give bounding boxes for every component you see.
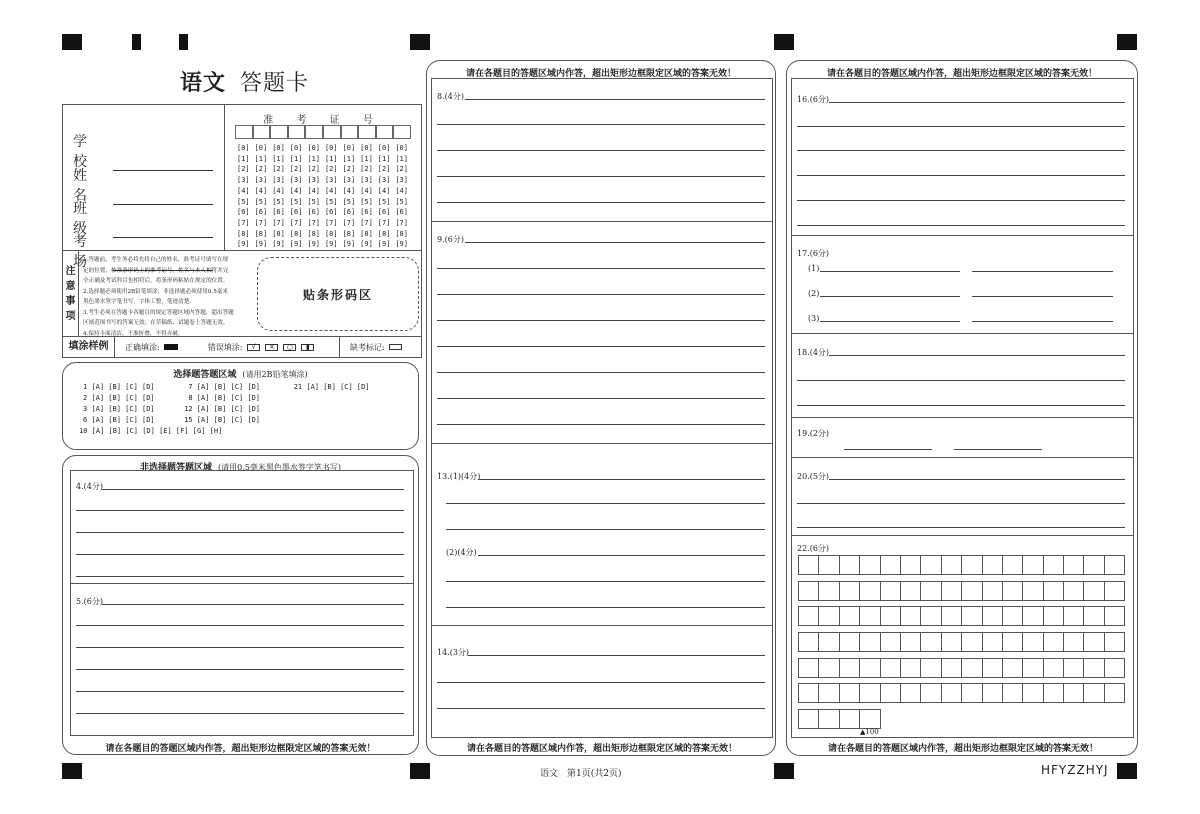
admission-digit-bubble[interactable]: [6] — [289, 208, 303, 217]
admission-digit-bubble[interactable]: [1] — [289, 154, 303, 163]
admission-digit-bubble[interactable]: [0] — [307, 144, 321, 152]
admission-digit-bubble[interactable]: [4] — [395, 186, 408, 195]
composition-cell[interactable] — [1063, 606, 1084, 626]
admission-digit-bubble[interactable]: [6] — [377, 208, 391, 217]
admission-digit-column[interactable] — [395, 143, 413, 250]
composition-cell[interactable] — [900, 581, 921, 601]
fill-example-title: 填涂样例 — [63, 337, 115, 357]
admission-digit-bubble[interactable]: [4] — [360, 186, 373, 195]
admission-digit-bubble[interactable]: [8] — [342, 229, 356, 238]
admission-digit-bubble[interactable]: [0] — [237, 144, 250, 152]
admission-digit-column[interactable] — [307, 143, 325, 250]
admission-digit-bubble[interactable]: [6] — [395, 208, 408, 217]
admission-digit-bubble[interactable]: [8] — [237, 229, 250, 238]
admission-digit-bubble[interactable]: [5] — [272, 197, 285, 206]
admission-digit-bubble[interactable]: [3] — [254, 176, 268, 185]
card-code: HFYZZHYJ — [1041, 763, 1109, 777]
admission-digit-bubble[interactable]: [9] — [289, 240, 303, 249]
name-field[interactable]: 姓 名 — [73, 165, 213, 205]
absent-mark: 缺考标记: — [339, 337, 402, 357]
admission-digit-bubble[interactable]: [8] — [324, 229, 338, 238]
admission-number-boxes[interactable] — [235, 125, 411, 139]
position-mark — [774, 763, 794, 779]
composition-cell[interactable] — [880, 555, 901, 575]
admission-digit-bubble[interactable]: [3] — [289, 176, 303, 185]
composition-cell[interactable] — [1083, 658, 1104, 678]
admission-digit-column[interactable] — [378, 143, 396, 250]
composition-cell[interactable] — [859, 632, 880, 652]
admission-digit-bubble[interactable]: [0] — [272, 144, 285, 152]
composition-cell[interactable] — [982, 606, 1003, 626]
admission-digit-bubble[interactable]: [3] — [377, 176, 391, 185]
admission-digit-bubble[interactable]: [4] — [342, 186, 356, 195]
position-mark — [410, 34, 430, 50]
composition-cell[interactable] — [941, 658, 962, 678]
admission-digit-bubble[interactable]: [4] — [307, 186, 321, 195]
card-title — [180, 66, 309, 97]
admission-digit-bubble[interactable]: [0] — [377, 144, 391, 152]
admission-digit-bubble[interactable]: [8] — [254, 229, 268, 238]
column-3-warning-bottom: 请在各题目的答题区域内作答，超出矩形边框限定区域的答案无效！ — [827, 744, 1098, 754]
composition-cell[interactable] — [1002, 658, 1023, 678]
correct-fill-example: 正确填涂: — [125, 342, 178, 353]
admission-digit-bubble[interactable]: [4] — [289, 186, 303, 195]
composition-cell[interactable] — [920, 658, 941, 678]
composition-cell[interactable] — [1022, 658, 1043, 678]
composition-cell[interactable] — [1002, 683, 1023, 703]
composition-cell[interactable] — [798, 632, 819, 652]
admission-digit-bubble[interactable]: [7] — [395, 218, 408, 227]
admission-digit-bubble[interactable]: [1] — [254, 154, 268, 163]
composition-cell[interactable] — [941, 632, 962, 652]
wrong-fill-example: 错误填涂: √ × ○ ▮ — [208, 342, 315, 353]
composition-cell[interactable] — [961, 581, 982, 601]
composition-cell[interactable] — [900, 658, 921, 678]
admission-digit-bubble[interactable]: [8] — [307, 229, 321, 238]
admission-digit-bubble[interactable]: [4] — [254, 186, 268, 195]
composition-cell[interactable] — [900, 632, 921, 652]
admission-digit-bubble[interactable]: [4] — [377, 186, 391, 195]
composition-cell[interactable] — [859, 581, 880, 601]
composition-cell[interactable] — [1083, 555, 1104, 575]
question-22-label: 22.(6分) — [797, 544, 830, 553]
choice-row[interactable]: 1 [A] [B] [C] [D] 7 [A] [B] [C] [D] 21 [A] [B] [C] [D] — [83, 383, 370, 391]
composition-cell[interactable] — [1104, 683, 1125, 703]
admission-digit-bubble[interactable]: [7] — [254, 218, 268, 227]
composition-cell[interactable] — [880, 606, 901, 626]
admission-digit-bubble[interactable]: [8] — [395, 229, 408, 238]
choice-row[interactable]: 3 [A] [B] [C] [D] 12 [A] [B] [C] [D] — [83, 405, 261, 413]
composition-cell[interactable] — [798, 658, 819, 678]
choice-title: 选择题答题区域 (请用2B铅笔填涂) — [173, 370, 308, 380]
composition-cell[interactable] — [859, 555, 880, 575]
composition-cell[interactable] — [839, 683, 860, 703]
composition-cell[interactable] — [1083, 606, 1104, 626]
card-label: 答题卡 — [240, 71, 310, 96]
admission-digit-bubble[interactable]: [6] — [360, 208, 373, 217]
composition-cell[interactable] — [1043, 606, 1064, 626]
question-19-label: 19.(2分) — [797, 429, 830, 438]
notes-heading: 注 意 事 项 — [63, 251, 79, 337]
position-mark — [1117, 763, 1137, 779]
fill-example-row — [63, 337, 421, 357]
composition-cell[interactable] — [798, 683, 819, 703]
composition-cell[interactable] — [818, 683, 839, 703]
admission-digit-bubble[interactable]: [2] — [395, 165, 408, 174]
composition-cell[interactable] — [1022, 632, 1043, 652]
question-4-label: 4.(4分) — [76, 482, 103, 491]
admission-digit-column[interactable] — [255, 143, 273, 250]
composition-cell[interactable] — [1104, 658, 1125, 678]
admission-digit-bubble[interactable]: [6] — [324, 208, 338, 217]
admission-digit-bubble[interactable]: [4] — [272, 186, 285, 195]
subject-title: 语文 — [180, 70, 227, 96]
composition-cell[interactable] — [1063, 683, 1084, 703]
column-2-warning-bottom: 请在各题目的答题区域内作答，超出矩形边框限定区域的答案无效！ — [466, 744, 737, 754]
admission-digit-bubble[interactable]: [5] — [324, 197, 338, 206]
admission-digit-bubble[interactable]: [2] — [272, 165, 285, 174]
composition-cell[interactable] — [1043, 555, 1064, 575]
composition-cell[interactable] — [961, 606, 982, 626]
admission-digit-column[interactable] — [360, 143, 378, 250]
admission-digit-bubble[interactable]: [7] — [307, 218, 321, 227]
composition-cell[interactable] — [859, 709, 880, 729]
composition-cell[interactable] — [961, 683, 982, 703]
composition-cell[interactable] — [839, 581, 860, 601]
composition-cell[interactable] — [920, 632, 941, 652]
composition-cell[interactable] — [1063, 581, 1084, 601]
composition-cell[interactable] — [818, 581, 839, 601]
admission-digit-bubble[interactable]: [0] — [324, 144, 338, 152]
admission-digit-bubble[interactable]: [5] — [360, 197, 373, 206]
admission-digit-bubble[interactable]: [2] — [342, 165, 356, 174]
cross-mark-icon: × — [265, 344, 278, 351]
position-mark — [62, 763, 82, 779]
column-1-warning: 请在各题目的答题区域内作答，超出矩形边框限定区域的答案无效！ — [105, 744, 376, 754]
admission-digit-bubble[interactable]: [9] — [360, 240, 373, 249]
composition-cell[interactable] — [1043, 683, 1064, 703]
column-2-frame — [431, 78, 773, 738]
composition-cell[interactable] — [818, 555, 839, 575]
composition-cell[interactable] — [1043, 658, 1064, 678]
admission-digit-column[interactable] — [237, 143, 255, 250]
composition-cell[interactable] — [859, 606, 880, 626]
composition-cell[interactable] — [798, 709, 819, 729]
school-field[interactable]: 学 校 — [73, 131, 213, 171]
question-14-label: 14.(3分) — [437, 648, 470, 657]
composition-cell[interactable] — [982, 581, 1003, 601]
composition-cell[interactable] — [839, 709, 860, 729]
composition-cell[interactable] — [1043, 581, 1064, 601]
admission-digit-bubble[interactable]: [2] — [237, 165, 250, 174]
question-13-2-label: (2)(4分) — [446, 548, 477, 557]
question-9-label: 9.(6分) — [437, 235, 464, 244]
admission-digit-bubble[interactable]: [1] — [360, 154, 373, 163]
admission-digit-bubble[interactable]: [7] — [377, 218, 391, 227]
notes-text: 1.答题前，考生务必将先将自己的姓名，准考证号填写在规 定的位置，核准条形码上的准考证号，姓名与本人相符并完 全正确及考试科目也相符后，将条形码粘贴在规定的位置。 2.选择题必须使用2B铅笔填涂；非选择题必须使用0.5毫米 黑色墨水签字笔书写，字体工整，笔迹清楚。 3.考生必须在答题卡各题目的规定答题区域内答题，超出答题 区域范围书写的答案无效；在草稿纸、试题卷上答题无效。 4.保持卡面清洁，不准折叠，不得弄破。 — [83, 257, 234, 337]
composition-cell[interactable] — [920, 555, 941, 575]
admission-digit-bubble[interactable]: [5] — [307, 197, 321, 206]
exam-room-field[interactable]: 考 场 — [73, 231, 213, 271]
composition-cell[interactable] — [1083, 581, 1104, 601]
admission-digit-bubble[interactable]: [3] — [307, 176, 321, 185]
admission-digit-bubble[interactable]: [3] — [272, 176, 285, 185]
column-2-warning-top: 请在各题目的答题区域内作答，超出矩形边框限定区域的答案无效！ — [465, 69, 736, 79]
composition-cell[interactable] — [839, 658, 860, 678]
composition-cell[interactable] — [839, 632, 860, 652]
composition-cell[interactable] — [1002, 606, 1023, 626]
admission-digit-bubble[interactable]: [8] — [360, 229, 373, 238]
composition-cell[interactable] — [982, 658, 1003, 678]
admission-digit-bubble[interactable]: [0] — [254, 144, 268, 152]
question-18-label: 18.(4分) — [797, 348, 830, 357]
composition-cell[interactable] — [941, 606, 962, 626]
admission-digit-column[interactable] — [343, 143, 361, 250]
composition-cell[interactable] — [798, 555, 819, 575]
composition-cell[interactable] — [880, 581, 901, 601]
composition-cell[interactable] — [1104, 581, 1125, 601]
student-fields — [63, 105, 225, 270]
admission-digit-bubble[interactable]: [7] — [324, 218, 338, 227]
composition-cell[interactable] — [818, 709, 839, 729]
admission-digit-bubble[interactable]: [6] — [342, 208, 356, 217]
composition-cell[interactable] — [961, 555, 982, 575]
composition-cell[interactable] — [1022, 683, 1043, 703]
admission-digit-column[interactable] — [290, 143, 308, 250]
choice-row[interactable]: 2 [A] [B] [C] [D] 8 [A] [B] [C] [D] — [83, 394, 261, 402]
partial-fill-icon: ▮ — [301, 344, 314, 351]
composition-cell[interactable] — [1002, 555, 1023, 575]
admission-digit-bubble[interactable]: [0] — [342, 144, 356, 152]
admission-digit-bubble[interactable]: [1] — [324, 154, 338, 163]
question-8-label: 8.(4分) — [437, 92, 464, 101]
admission-digit-bubble[interactable]: [8] — [272, 229, 285, 238]
composition-cell[interactable] — [818, 632, 839, 652]
check-mark-icon: √ — [247, 344, 260, 351]
position-mark — [410, 763, 430, 779]
admission-digit-bubble[interactable]: [9] — [342, 240, 356, 249]
composition-cell[interactable] — [1104, 606, 1125, 626]
composition-cell[interactable] — [1083, 632, 1104, 652]
admission-digit-bubble[interactable]: [4] — [237, 186, 250, 195]
composition-cell[interactable] — [900, 683, 921, 703]
admission-digit-bubble[interactable]: [7] — [360, 218, 373, 227]
admission-digit-bubble[interactable]: [5] — [289, 197, 303, 206]
admission-digit-bubble[interactable]: [3] — [237, 176, 250, 185]
composition-cell[interactable] — [1104, 555, 1125, 575]
admission-digit-column[interactable] — [272, 143, 290, 250]
composition-cell[interactable] — [920, 683, 941, 703]
admission-digit-bubble[interactable]: [8] — [289, 229, 303, 238]
barcode-area: 贴条形码区 — [257, 257, 419, 331]
admission-number-title: 准 考 证 号 — [263, 115, 383, 126]
admission-number-area — [225, 105, 421, 251]
admission-digit-bubble[interactable]: [2] — [324, 165, 338, 174]
admission-digit-grid[interactable] — [237, 143, 413, 250]
question-17-label: 17.(6分) — [797, 249, 830, 258]
admission-digit-bubble[interactable]: [6] — [307, 208, 321, 217]
admission-digit-bubble[interactable]: [9] — [307, 240, 321, 249]
composition-cell[interactable] — [982, 632, 1003, 652]
choice-row[interactable]: 10 [A] [B] [C] [D] [E] [F] [G] [H] — [79, 427, 223, 435]
composition-cell[interactable] — [818, 606, 839, 626]
admission-digit-bubble[interactable]: [5] — [342, 197, 356, 206]
admission-digit-bubble[interactable]: [9] — [324, 240, 338, 249]
composition-cell[interactable] — [982, 683, 1003, 703]
composition-cell[interactable] — [839, 555, 860, 575]
admission-digit-bubble[interactable]: [6] — [254, 208, 268, 217]
circle-mark-icon: ○ — [283, 344, 296, 351]
choice-section — [62, 362, 419, 450]
word-count-mark: ▲100 — [860, 728, 879, 736]
position-mark — [774, 34, 794, 50]
admission-digit-bubble[interactable]: [3] — [395, 176, 408, 185]
position-mark — [179, 34, 188, 50]
admission-digit-bubble[interactable]: [7] — [237, 218, 250, 227]
composition-cell[interactable] — [880, 683, 901, 703]
admission-digit-bubble[interactable]: [1] — [377, 154, 391, 163]
question-13-1-label: 13.(1)(4分) — [437, 472, 481, 481]
admission-digit-bubble[interactable]: [7] — [289, 218, 303, 227]
admission-digit-bubble[interactable]: [6] — [237, 208, 250, 217]
admission-digit-bubble[interactable]: [1] — [237, 154, 250, 163]
composition-cell[interactable] — [839, 606, 860, 626]
composition-cell[interactable] — [859, 658, 880, 678]
student-info-box — [62, 104, 422, 358]
admission-digit-bubble[interactable]: [9] — [377, 240, 391, 249]
admission-digit-bubble[interactable]: [6] — [272, 208, 285, 217]
composition-cell[interactable] — [1063, 658, 1084, 678]
composition-cell[interactable] — [982, 555, 1003, 575]
position-mark — [1117, 34, 1137, 50]
admission-digit-bubble[interactable]: [0] — [289, 144, 303, 152]
composition-cell[interactable] — [1022, 581, 1043, 601]
composition-cell[interactable] — [961, 658, 982, 678]
admission-digit-bubble[interactable]: [9] — [254, 240, 268, 249]
admission-digit-bubble[interactable]: [2] — [360, 165, 373, 174]
admission-digit-bubble[interactable]: [2] — [377, 165, 391, 174]
admission-digit-bubble[interactable]: [9] — [237, 240, 250, 249]
admission-digit-bubble[interactable]: [3] — [360, 176, 373, 185]
admission-digit-bubble[interactable]: [5] — [377, 197, 391, 206]
composition-cell[interactable] — [900, 555, 921, 575]
composition-cell[interactable] — [920, 606, 941, 626]
admission-digit-bubble[interactable]: [9] — [395, 240, 408, 249]
admission-digit-bubble[interactable]: [3] — [324, 176, 338, 185]
admission-digit-bubble[interactable]: [4] — [324, 186, 338, 195]
question-20-label: 20.(5分) — [797, 472, 830, 481]
composition-cell[interactable] — [961, 632, 982, 652]
admission-digit-bubble[interactable]: [1] — [307, 154, 321, 163]
admission-digit-bubble[interactable]: [3] — [342, 176, 356, 185]
question-5-label: 5.(6分) — [76, 597, 103, 606]
composition-cell[interactable] — [1063, 555, 1084, 575]
admission-digit-column[interactable] — [325, 143, 343, 250]
composition-cell[interactable] — [900, 606, 921, 626]
composition-cell[interactable] — [941, 581, 962, 601]
composition-cell[interactable] — [941, 555, 962, 575]
admission-digit-bubble[interactable]: [9] — [272, 240, 285, 249]
composition-cell[interactable] — [920, 581, 941, 601]
choice-row[interactable]: 6 [A] [B] [C] [D] 15 [A] [B] [C] [D] — [83, 416, 261, 424]
admission-digit-bubble[interactable]: [2] — [289, 165, 303, 174]
composition-cell[interactable] — [1002, 581, 1023, 601]
admission-digit-bubble[interactable]: [8] — [377, 229, 391, 238]
admission-digit-bubble[interactable]: [5] — [395, 197, 408, 206]
absent-checkbox[interactable] — [389, 344, 402, 350]
composition-cell[interactable] — [859, 683, 880, 703]
composition-cell[interactable] — [1104, 632, 1125, 652]
admission-digit-bubble[interactable]: [7] — [342, 218, 356, 227]
admission-digit-bubble[interactable]: [2] — [254, 165, 268, 174]
composition-grid[interactable] — [798, 555, 1124, 729]
column-3-warning-top: 请在各题目的答题区域内作答，超出矩形边框限定区域的答案无效！ — [826, 69, 1097, 79]
composition-cell[interactable] — [880, 632, 901, 652]
position-mark — [132, 34, 141, 50]
composition-cell[interactable] — [1043, 632, 1064, 652]
question-16-label: 16.(6分) — [797, 95, 830, 104]
composition-cell[interactable] — [818, 658, 839, 678]
nonchoice-title: 非选择题答题区域 (请用0.5毫米黑色墨水签字笔书写) — [140, 463, 341, 473]
admission-digit-bubble[interactable]: [1] — [342, 154, 356, 163]
composition-cell[interactable] — [1022, 606, 1043, 626]
admission-digit-bubble[interactable]: [5] — [254, 197, 268, 206]
position-mark — [62, 34, 82, 50]
admission-digit-bubble[interactable]: [5] — [237, 197, 250, 206]
admission-digit-bubble[interactable]: [1] — [395, 154, 408, 163]
admission-digit-bubble[interactable]: [1] — [272, 154, 285, 163]
admission-digit-bubble[interactable]: [2] — [307, 165, 321, 174]
page-number: 语文 第1页(共2页) — [540, 769, 622, 779]
composition-cell[interactable] — [1002, 632, 1023, 652]
composition-cell[interactable] — [798, 581, 819, 601]
notes-section — [63, 251, 421, 337]
composition-cell[interactable] — [941, 683, 962, 703]
admission-digit-bubble[interactable]: [7] — [272, 218, 285, 227]
class-field[interactable]: 班 级 — [73, 198, 213, 238]
composition-cell[interactable] — [880, 658, 901, 678]
composition-cell[interactable] — [1083, 683, 1104, 703]
composition-cell[interactable] — [1063, 632, 1084, 652]
admission-digit-bubble[interactable]: [0] — [395, 144, 408, 152]
filled-box-icon — [164, 344, 178, 350]
composition-cell[interactable] — [1022, 555, 1043, 575]
admission-digit-bubble[interactable]: [0] — [360, 144, 373, 152]
composition-cell[interactable] — [798, 606, 819, 626]
